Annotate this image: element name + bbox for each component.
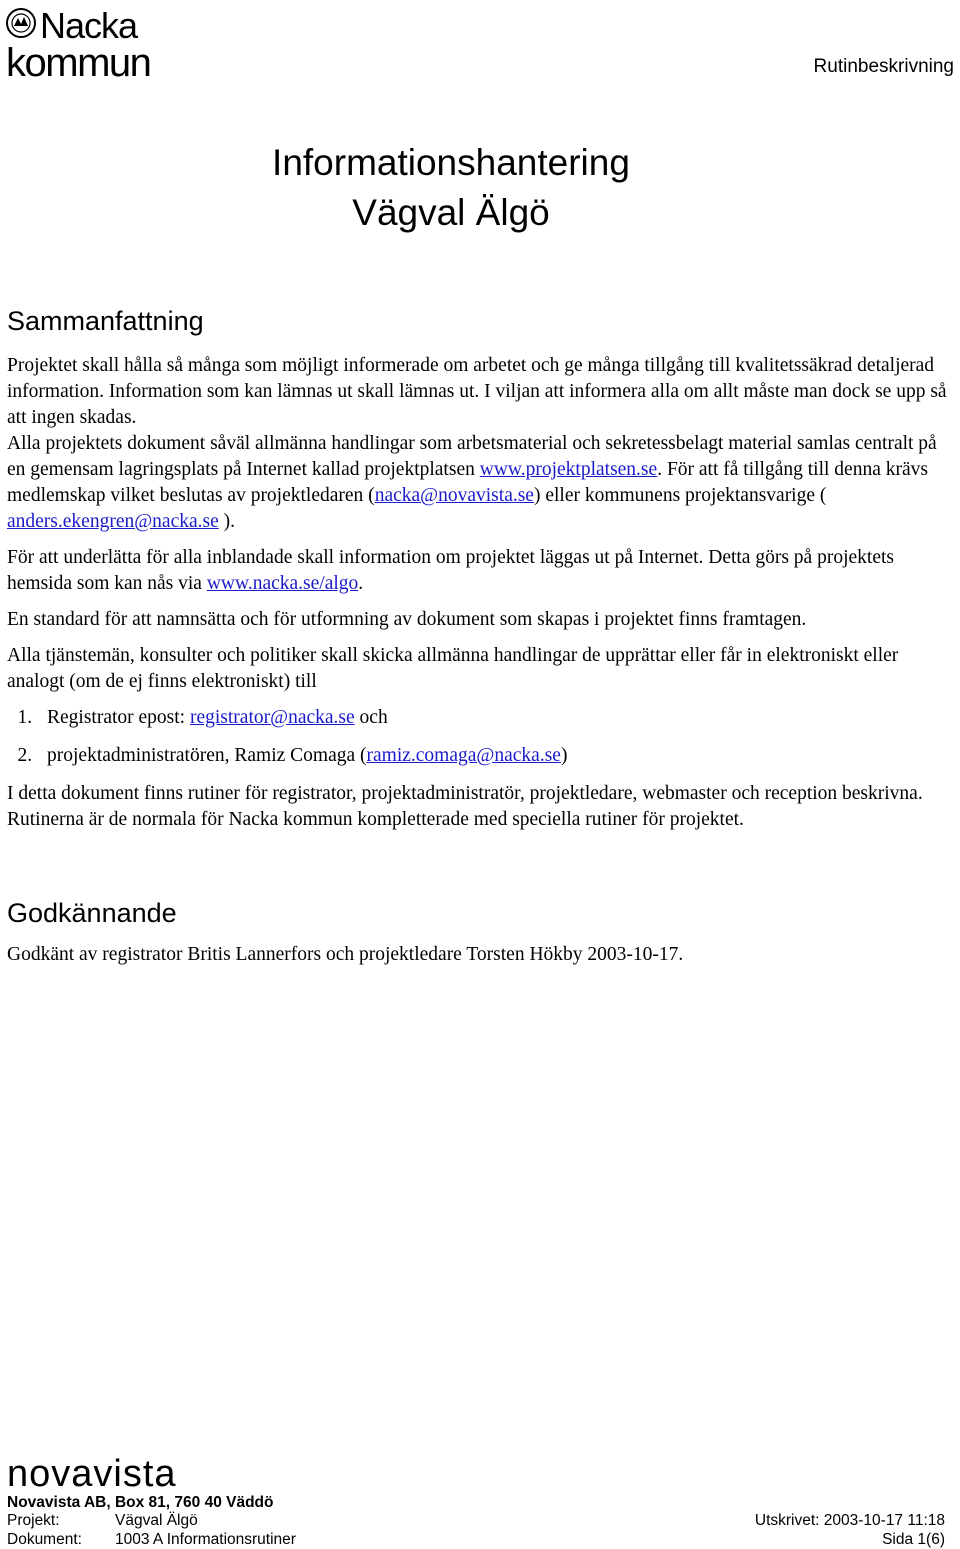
novavista-email-link[interactable]: nacka@novavista.se bbox=[374, 485, 534, 506]
comaga-email-link[interactable]: ramiz.comaga@nacka.se bbox=[366, 745, 561, 766]
summary-paragraph-1: Projektet skall hålla så många som möjligt informerade om arbetet och ge många tillgång till kvalitetssäkrad detaljerad information. Information som kan lämnas ut skall lämnas ut. I viljan att informera alla om allt måste man dock se upp så att ingen skadas. bbox=[7, 355, 947, 428]
registrator-email-link[interactable]: registrator@nacka.se bbox=[189, 707, 355, 728]
nacka-algo-link[interactable]: www.nacka.se/algo bbox=[206, 573, 359, 594]
ekengren-email-link[interactable]: anders.ekengren@nacka.se bbox=[7, 511, 219, 532]
nacka-kommun-logo bbox=[4, 2, 174, 80]
nacka-seal-icon bbox=[4, 2, 174, 80]
novavista-logo-mark bbox=[7, 1452, 247, 1492]
document-title: Informationshantering bbox=[272, 142, 630, 183]
projektplatsen-link[interactable]: www.projektplatsen.se bbox=[479, 459, 658, 480]
approval-paragraph: Godkänt av registrator Britis Lannerfors och projektledare Torsten Hökby 2003-10-17. bbox=[7, 944, 684, 965]
list-item: 1. Registrator epost: registrator@nacka.se och bbox=[37, 705, 952, 731]
project-label: Projekt: bbox=[7, 1512, 60, 1529]
document-body bbox=[7, 353, 952, 843]
summary-paragraph-6: I detta dokument finns rutiner för registrator, projektadministratör, projektledare, webmaster och reception beskrivna. Rutinerna är de normala för Nacka kommun kompletterade med speciella rutiner för projektet. bbox=[7, 783, 923, 830]
svg-text:novavista: novavista bbox=[7, 1453, 177, 1492]
summary-paragraph-3: För att underlätta för alla inblandade skall information om projektet läggas ut på Internet. Detta görs på projektets hemsida som kan nås via www.nacka.se/algo. bbox=[7, 547, 894, 594]
footer-company: Novavista AB, Box 81, 760 40 Väddö bbox=[7, 1494, 274, 1511]
document-label: Dokument: bbox=[7, 1531, 82, 1548]
document-subtitle: Vägval Älgö bbox=[352, 192, 550, 233]
svg-text:Nacka: Nacka bbox=[40, 5, 138, 46]
svg-text:kommun: kommun bbox=[6, 41, 151, 80]
summary-heading: Sammanfattning bbox=[7, 306, 204, 336]
document-value: 1003 A Informationsrutiner bbox=[115, 1531, 296, 1548]
novavista-logo bbox=[7, 1452, 247, 1492]
recipient-list bbox=[7, 705, 952, 769]
approval-heading: Godkännande bbox=[7, 898, 177, 928]
list-item: 2. projektadministratören, Ramiz Comaga (ramiz.comaga@nacka.se) bbox=[37, 743, 952, 769]
page-number: Sida 1(6) bbox=[882, 1531, 945, 1548]
document-type: Rutinbeskrivning bbox=[813, 56, 954, 77]
approval-body bbox=[7, 942, 952, 978]
printed-date: Utskrivet: 2003-10-17 11:18 bbox=[754, 1512, 945, 1529]
summary-paragraph-2: Alla projektets dokument såväl allmänna handlingar som arbetsmaterial och sekretessbelagt material samlas centralt på en gemensam lagringsplats på Internet kallad projektplatsen www.projektplatsen.se. För att få tillgång till denna krävs medlemskap vilket beslutas av projektledaren (nacka@novavista.se) eller kommunens projektansvarige ( anders.ekengren@nacka.se ). bbox=[7, 433, 937, 532]
summary-paragraph-4: En standard för att namnsätta och för utformning av dokument som skapas i projektet finns framtagen. bbox=[7, 609, 807, 630]
project-value: Vägval Älgö bbox=[115, 1512, 198, 1529]
summary-paragraph-5: Alla tjänstemän, konsulter och politiker skall skicka allmänna handlingar de upprättar eller får in elektroniskt eller analogt (om de ej finns elektroniskt) till bbox=[7, 645, 899, 692]
